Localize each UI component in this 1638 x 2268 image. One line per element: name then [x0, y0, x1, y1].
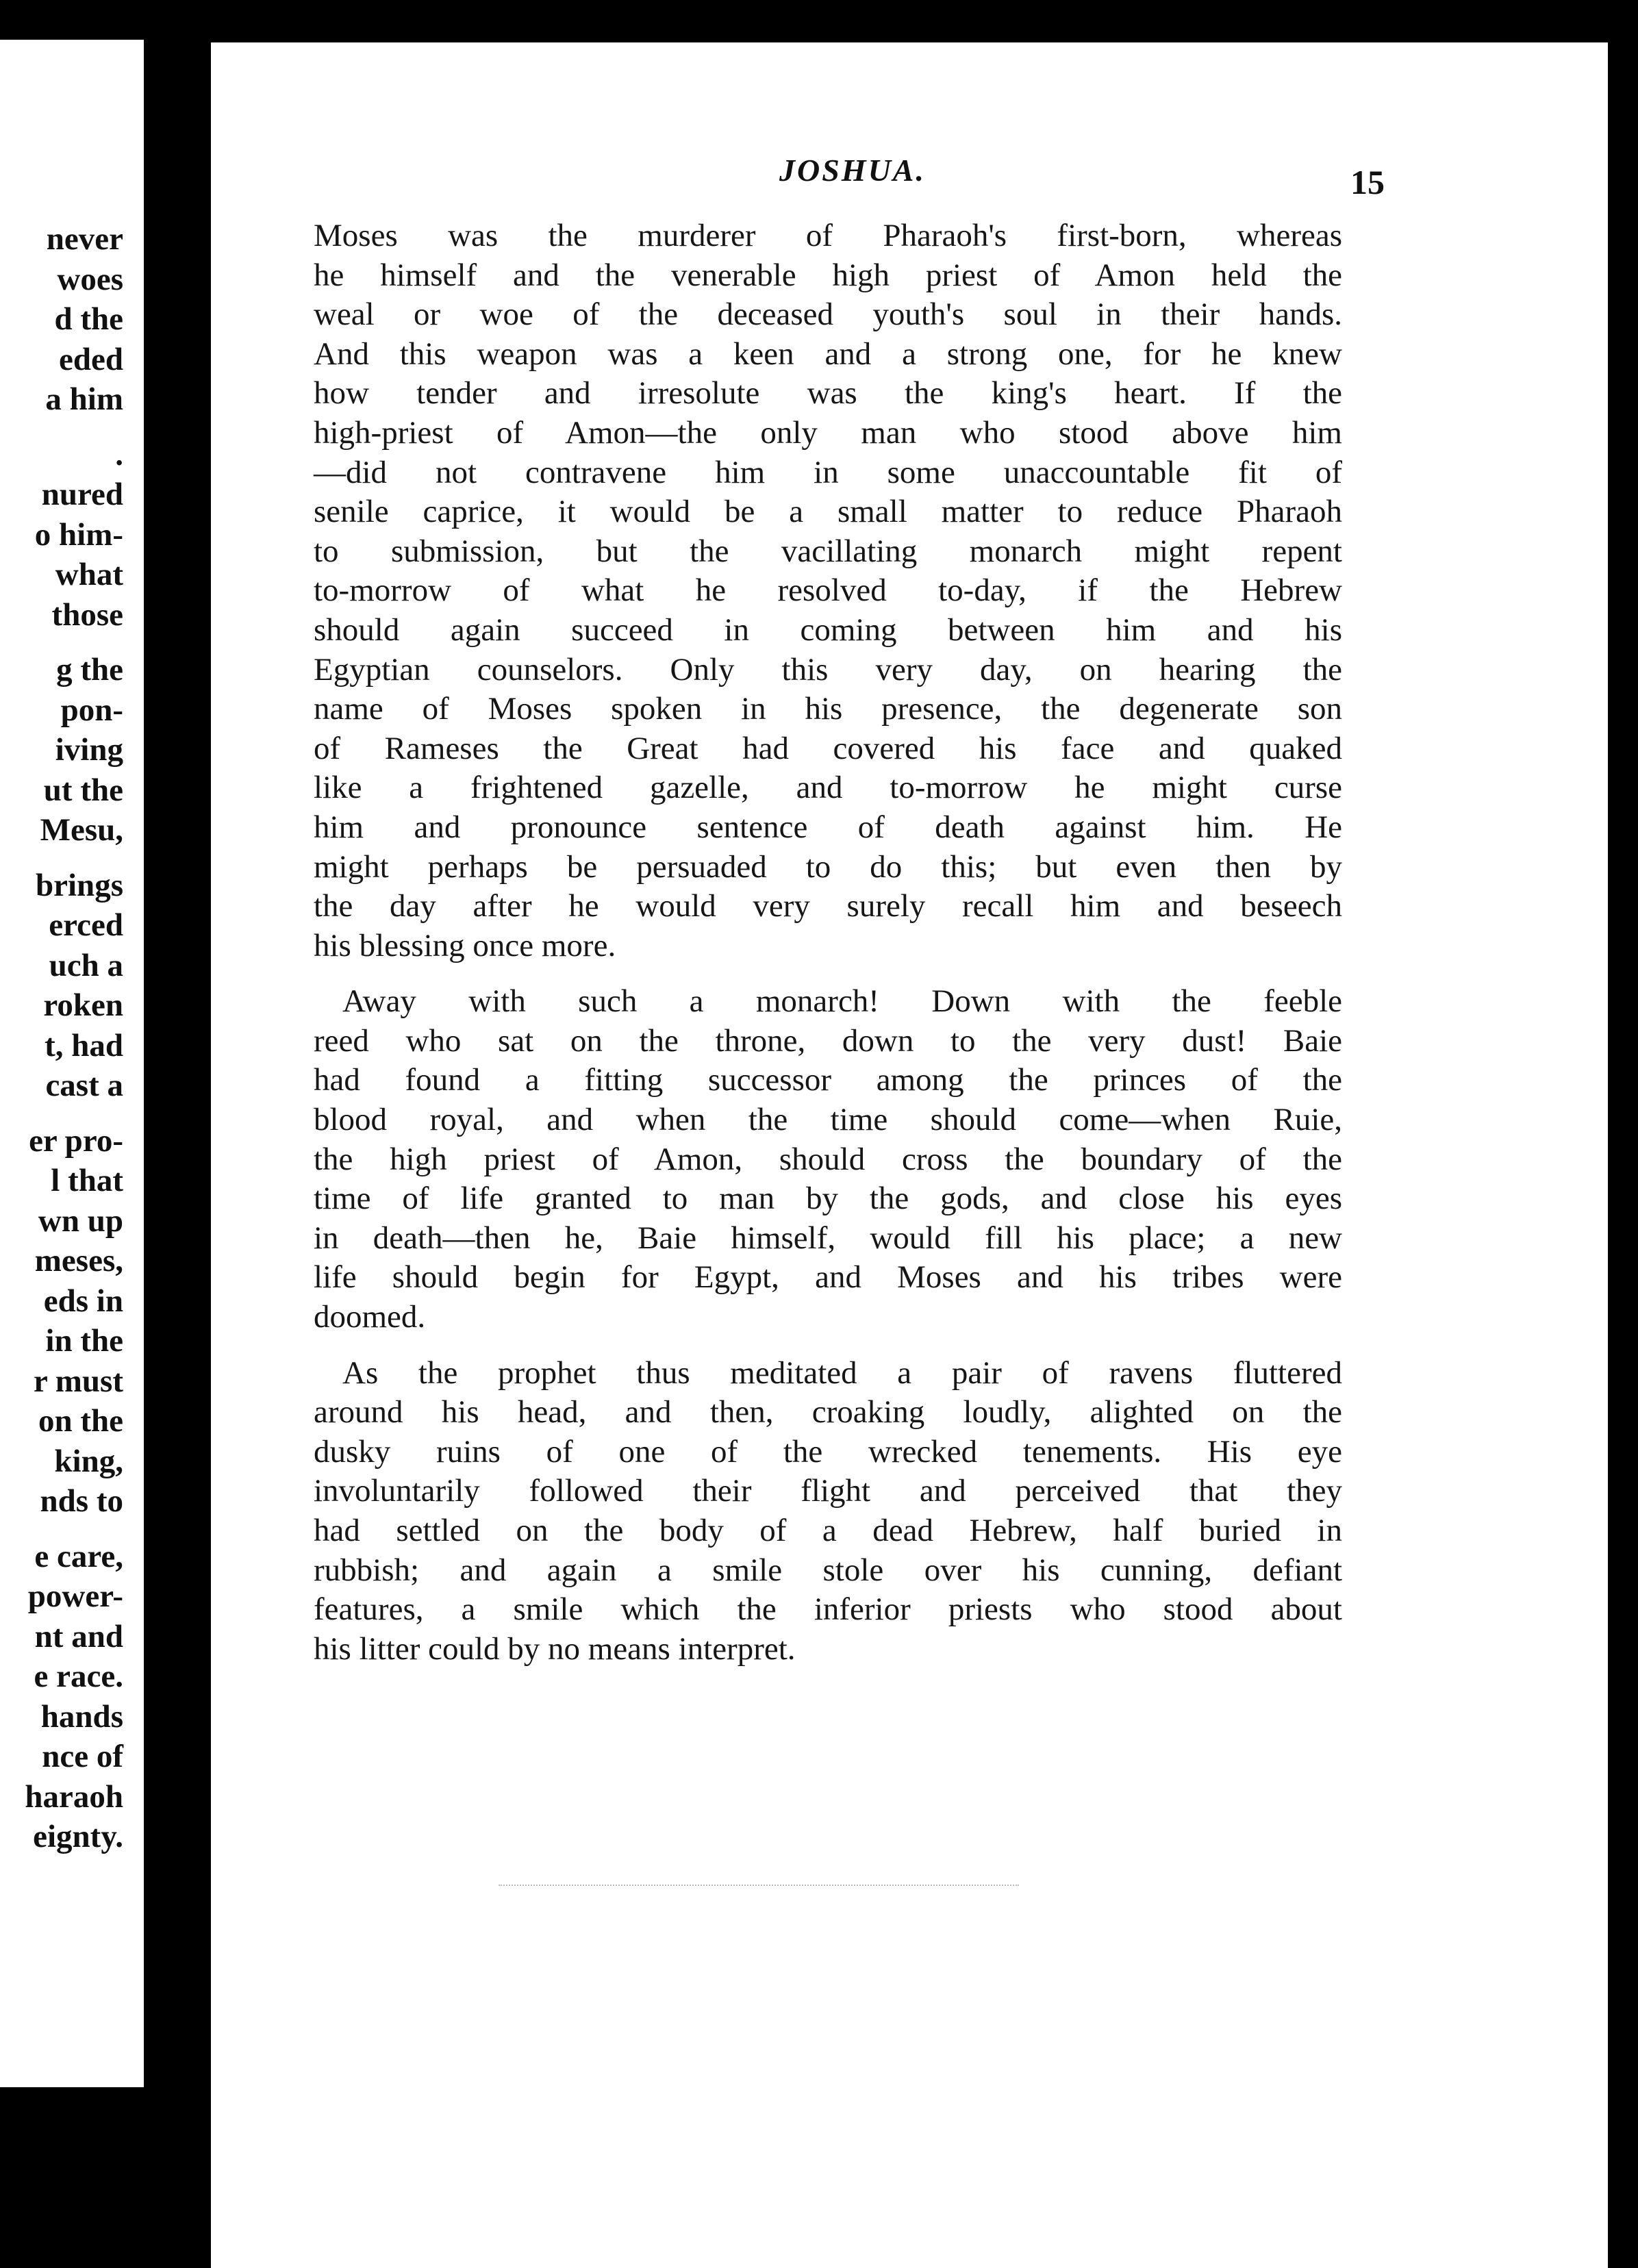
text-line: blood royal, and when the time should come—when Ruie,	[314, 1102, 1342, 1138]
paragraph	[314, 1354, 1342, 1670]
left-page-fragment: those	[51, 596, 123, 633]
text-line: senile caprice, it would be a small matter to reduce Pharaoh	[314, 494, 1342, 530]
text-line: to-morrow of what he resolved to-day, if the Hebrew	[314, 572, 1342, 609]
left-page-fragment: what	[55, 557, 123, 592]
text-line: involuntarily followed their flight and perceived that they	[314, 1473, 1342, 1509]
left-page-fragment: .	[115, 436, 123, 473]
left-page-fragment: cast a	[45, 1068, 123, 1103]
text-line: how tender and irresolute was the king's heart. If the	[314, 375, 1342, 412]
text-line: should again succeed in coming between him and his	[314, 612, 1342, 648]
text-line: around his head, and then, croaking loudly, alighted on the	[314, 1394, 1342, 1431]
left-page-fragment: in the	[45, 1323, 123, 1359]
paragraph	[314, 216, 1342, 966]
left-page-fragment: er pro-	[29, 1122, 123, 1159]
text-line: had settled on the body of a dead Hebrew, half buried in	[314, 1513, 1342, 1548]
text-line: As the prophet thus meditated a pair of ravens fluttered	[342, 1354, 1342, 1391]
left-page-fragment: e care,	[34, 1538, 123, 1574]
left-page-fragment: woes	[57, 261, 123, 297]
left-page-fragment: eded	[59, 341, 123, 377]
text-line: he himself and the venerable high priest of Amon held the	[314, 257, 1342, 293]
page-number: 15	[1350, 163, 1385, 201]
left-page-fragment: ut the	[43, 772, 123, 808]
text-line: Egyptian counselors. Only this very day, on hearing the	[314, 651, 1342, 688]
left-page-fragment: l that	[51, 1163, 123, 1198]
left-page-fragment: pon-	[60, 692, 123, 728]
left-page-fragment: g the	[56, 652, 123, 688]
text-line: his blessing once more.	[314, 927, 616, 963]
previous-page-fragment	[0, 40, 144, 2087]
text-line: reed who sat on the throne, down to the very dust! Baie	[314, 1022, 1342, 1059]
text-line: doomed.	[314, 1299, 426, 1335]
left-page-fragment: t, had	[45, 1027, 123, 1063]
left-page-fragment: d the	[54, 301, 123, 337]
text-line: had found a fitting successor among the princes of the	[314, 1062, 1342, 1098]
left-page-fragment: erced	[49, 907, 123, 943]
left-page-fragment: iving	[55, 732, 123, 768]
text-line: in death—then he, Baie himself, would fill his place; a new	[314, 1220, 1342, 1256]
text-line: the high priest of Amon, should cross the boundary of the	[314, 1141, 1342, 1177]
text-line: features, a smile which the inferior priests who stood about	[314, 1591, 1342, 1628]
text-line: Away with such a monarch! Down with the feeble	[342, 983, 1342, 1020]
left-page-fragment: nt and	[34, 1618, 123, 1654]
left-page-fragment: r must	[34, 1363, 123, 1399]
left-page-fragment: never	[46, 221, 123, 257]
left-page-fragment: a him	[45, 381, 123, 417]
left-page-fragment: haraoh	[25, 1778, 123, 1815]
paragraph	[314, 982, 1342, 1337]
left-page-fragment: o him-	[34, 516, 123, 553]
left-page-fragment: nds to	[40, 1483, 123, 1519]
text-line: —did not contravene him in some unaccountable fit of	[314, 454, 1342, 490]
text-line: the day after he would very surely recall him and beseech	[314, 888, 1342, 924]
left-page-fragment: wn up	[38, 1202, 123, 1239]
body-text	[314, 216, 1342, 1669]
text-line: time of life granted to man by the gods, and close his eyes	[314, 1181, 1342, 1217]
left-page-fragment: roken	[43, 987, 123, 1023]
left-page-fragment: eds in	[43, 1283, 123, 1319]
left-page-fragment: hands	[40, 1698, 123, 1735]
text-line: dusky ruins of one of the wrecked tenements. His eye	[314, 1433, 1342, 1470]
left-page-fragment: nce of	[42, 1739, 123, 1774]
text-line: rubbish; and again a smile stole over his cunning, defiant	[314, 1552, 1342, 1588]
text-line: to submission, but the vacillating monarch might repent	[314, 533, 1342, 569]
book-gutter	[144, 0, 211, 2268]
left-page-fragment: eignty.	[33, 1819, 123, 1854]
text-line: like a frightened gazelle, and to-morrow he might curse	[314, 770, 1342, 806]
left-page-fragment: meses,	[34, 1243, 123, 1278]
text-line: weal or woe of the deceased youth's soul in their hands.	[314, 297, 1342, 333]
text-line: high-priest of Amon—the only man who stood above him	[314, 414, 1342, 451]
text-line: Moses was the murderer of Pharaoh's first-born, whereas	[314, 218, 1342, 253]
text-line: might perhaps be persuaded to do this; but even then by	[314, 848, 1342, 885]
text-line: life should begin for Egypt, and Moses and his tribes were	[314, 1259, 1342, 1296]
left-page-fragment: king,	[54, 1443, 123, 1479]
text-line: name of Moses spoken in his presence, the degenerate son	[314, 691, 1342, 727]
book-page	[211, 42, 1608, 2268]
running-title: JOSHUA.	[779, 153, 926, 188]
scan-smudge	[499, 1885, 1019, 1891]
left-page-fragment: nured	[41, 477, 123, 512]
text-line: his litter could by no means interpret.	[314, 1630, 796, 1667]
text-line: of Rameses the Great had covered his face and quaked	[314, 730, 1342, 766]
left-page-fragment: power-	[27, 1578, 123, 1614]
left-page-fragment: e race.	[34, 1659, 123, 1694]
left-page-fragment: on the	[38, 1403, 123, 1439]
left-page-fragment: brings	[36, 867, 123, 903]
text-line: him and pronounce sentence of death against him. He	[314, 809, 1342, 845]
left-page-fragment: uch a	[49, 947, 123, 983]
text-line: And this weapon was a keen and a strong one, for he knew	[314, 336, 1342, 372]
left-page-fragment: Mesu,	[40, 812, 123, 848]
